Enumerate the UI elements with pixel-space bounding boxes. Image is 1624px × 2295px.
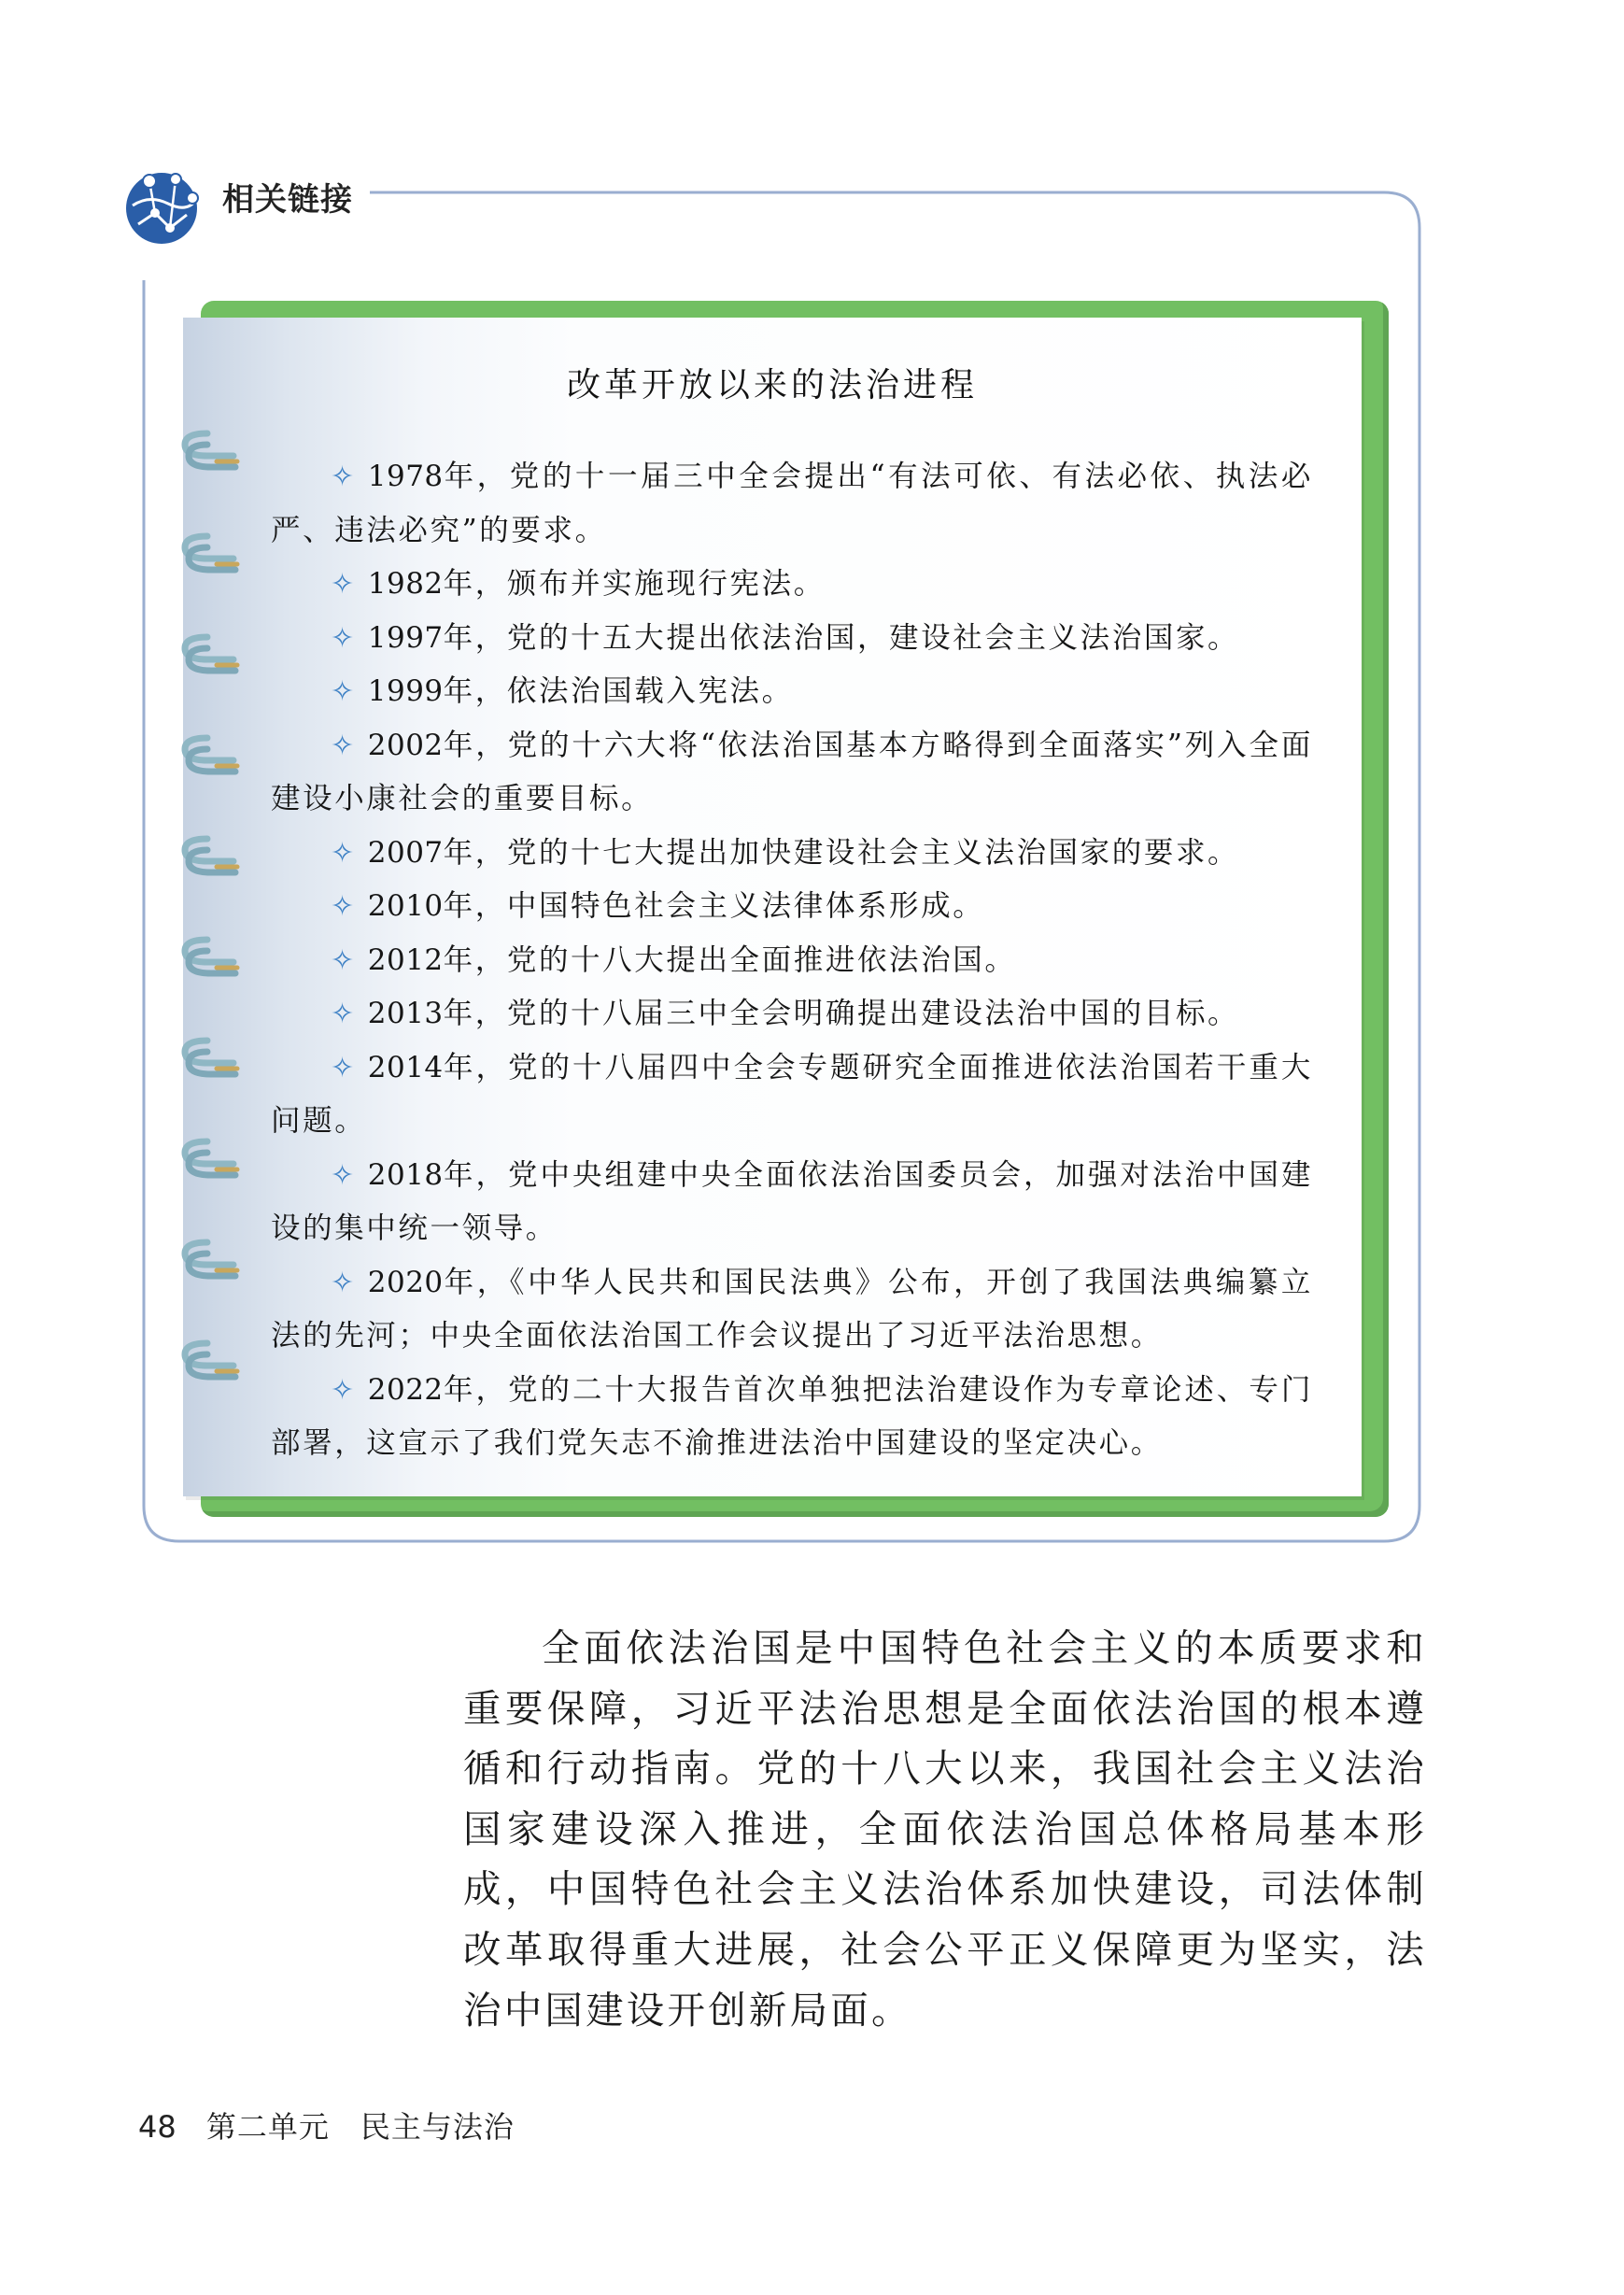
section-title: 相关链接	[222, 181, 353, 219]
spiral-ring	[179, 531, 241, 577]
timeline-year: 2018	[367, 1157, 444, 1192]
timeline-year: 1999	[367, 674, 444, 708]
timeline-year: 2020	[367, 1265, 444, 1299]
spiral-ring	[179, 428, 241, 475]
timeline-year: 2014	[367, 1050, 444, 1084]
four-point-star-icon: ✧	[331, 675, 357, 708]
timeline-item	[271, 880, 1313, 934]
timeline-text: 年，党的十一届三中全会提出“有法可依、有法必依、执法必严、违法必究”的要求。	[271, 460, 1313, 547]
timeline-text: 年，党的十八大提出全面推进依法治国。	[443, 942, 1017, 977]
spiral-ring	[179, 732, 241, 779]
timeline-item	[271, 827, 1313, 881]
four-point-star-icon: ✧	[331, 568, 357, 601]
timeline-text: 年，党中央组建中央全面依法治国委员会，加强对法治中国建设的集中统一领导。	[271, 1157, 1313, 1245]
spiral-ring	[179, 833, 241, 880]
timeline-text: 年，党的十六大将“依法治国基本方略得到全面落实”列入全面建设小康社会的重要目标。	[271, 728, 1313, 815]
spiral-ring	[179, 934, 241, 981]
spiral-ring	[179, 1136, 241, 1183]
notebook-title: 改革开放以来的法治进程	[566, 366, 978, 404]
spiral-ring	[179, 631, 241, 678]
timeline-item	[271, 934, 1313, 988]
four-point-star-icon: ✧	[331, 1051, 357, 1084]
timeline-year: 1982	[367, 567, 444, 601]
four-point-star-icon: ✧	[331, 1266, 357, 1299]
page-footer	[138, 2104, 515, 2146]
timeline-year: 2002	[367, 728, 444, 762]
timeline-text: 年，党的十八届三中全会明确提出建设法治中国的目标。	[443, 997, 1240, 1030]
timeline-year: 2010	[367, 889, 444, 923]
timeline-list	[271, 450, 1313, 1471]
timeline-text: 年，依法治国载入宪法。	[443, 674, 794, 708]
timeline-item	[271, 719, 1313, 827]
timeline-item	[271, 665, 1313, 719]
network-globe-icon	[121, 166, 202, 247]
timeline-item	[271, 1041, 1313, 1149]
timeline-year: 2022	[367, 1372, 444, 1407]
four-point-star-icon: ✧	[331, 998, 357, 1030]
four-point-star-icon: ✧	[331, 460, 357, 493]
timeline-year: 1997	[367, 620, 444, 655]
four-point-star-icon: ✧	[331, 729, 357, 762]
timeline-text: 年，党的二十大报告首次单独把法治建设作为专章论述、专门部署，这宣示了我们党矢志不渝推进法治中国建设的坚定决心。	[271, 1372, 1313, 1460]
timeline-item	[271, 1364, 1313, 1471]
timeline-item	[271, 558, 1313, 612]
spiral-ring	[179, 1035, 241, 1082]
timeline-year: 1978	[367, 460, 444, 493]
timeline-year: 2007	[367, 835, 444, 870]
body-paragraph: 全面依法治国是中国特色社会主义的本质要求和重要保障，习近平法治思想是全面依法治国的根本遵循和行动指南。党的十八大以来，我国社会主义法治国家建设深入推进，全面依法治国总体格局基本形成，中国特色社会主义法治体系加快建设，司法体制改革取得重大进展，社会公平正义保障更为坚实，法治中国建设开创新局面。	[463, 1625, 1427, 2033]
timeline-text: 年，颁布并实施现行宪法。	[443, 567, 826, 601]
four-point-star-icon: ✧	[331, 621, 357, 655]
timeline-text: 年，中国特色社会主义法律体系形成。	[443, 889, 985, 923]
timeline-text: 年，党的十七大提出加快建设社会主义法治国家的要求。	[443, 835, 1240, 870]
timeline-year: 2013	[367, 997, 444, 1030]
timeline-item	[271, 1149, 1313, 1256]
timeline-text: 年，党的十五大提出依法治国，建设社会主义法治国家。	[443, 620, 1240, 655]
timeline-item	[271, 1256, 1313, 1364]
four-point-star-icon: ✧	[331, 943, 357, 977]
spiral-ring	[179, 1237, 241, 1283]
page-number: 48	[138, 2109, 177, 2145]
timeline-text: 年，党的十八届四中全会专题研究全面推进依法治国若干重大问题。	[271, 1050, 1313, 1138]
unit-label: 第二单元 民主与法治	[205, 2109, 515, 2145]
timeline-year: 2012	[367, 942, 444, 977]
spiral-ring	[179, 1338, 241, 1384]
timeline-item	[271, 450, 1313, 558]
four-point-star-icon: ✧	[331, 836, 357, 870]
four-point-star-icon: ✧	[331, 1373, 357, 1407]
timeline-item	[271, 987, 1313, 1041]
timeline-text: 年，《中华人民共和国民法典》公布，开创了我国法典编纂立法的先河；中央全面依法治国工作会议提出了习近平法治思想。	[271, 1265, 1313, 1353]
timeline-item	[271, 612, 1313, 666]
four-point-star-icon: ✧	[331, 890, 357, 923]
four-point-star-icon: ✧	[331, 1158, 357, 1192]
